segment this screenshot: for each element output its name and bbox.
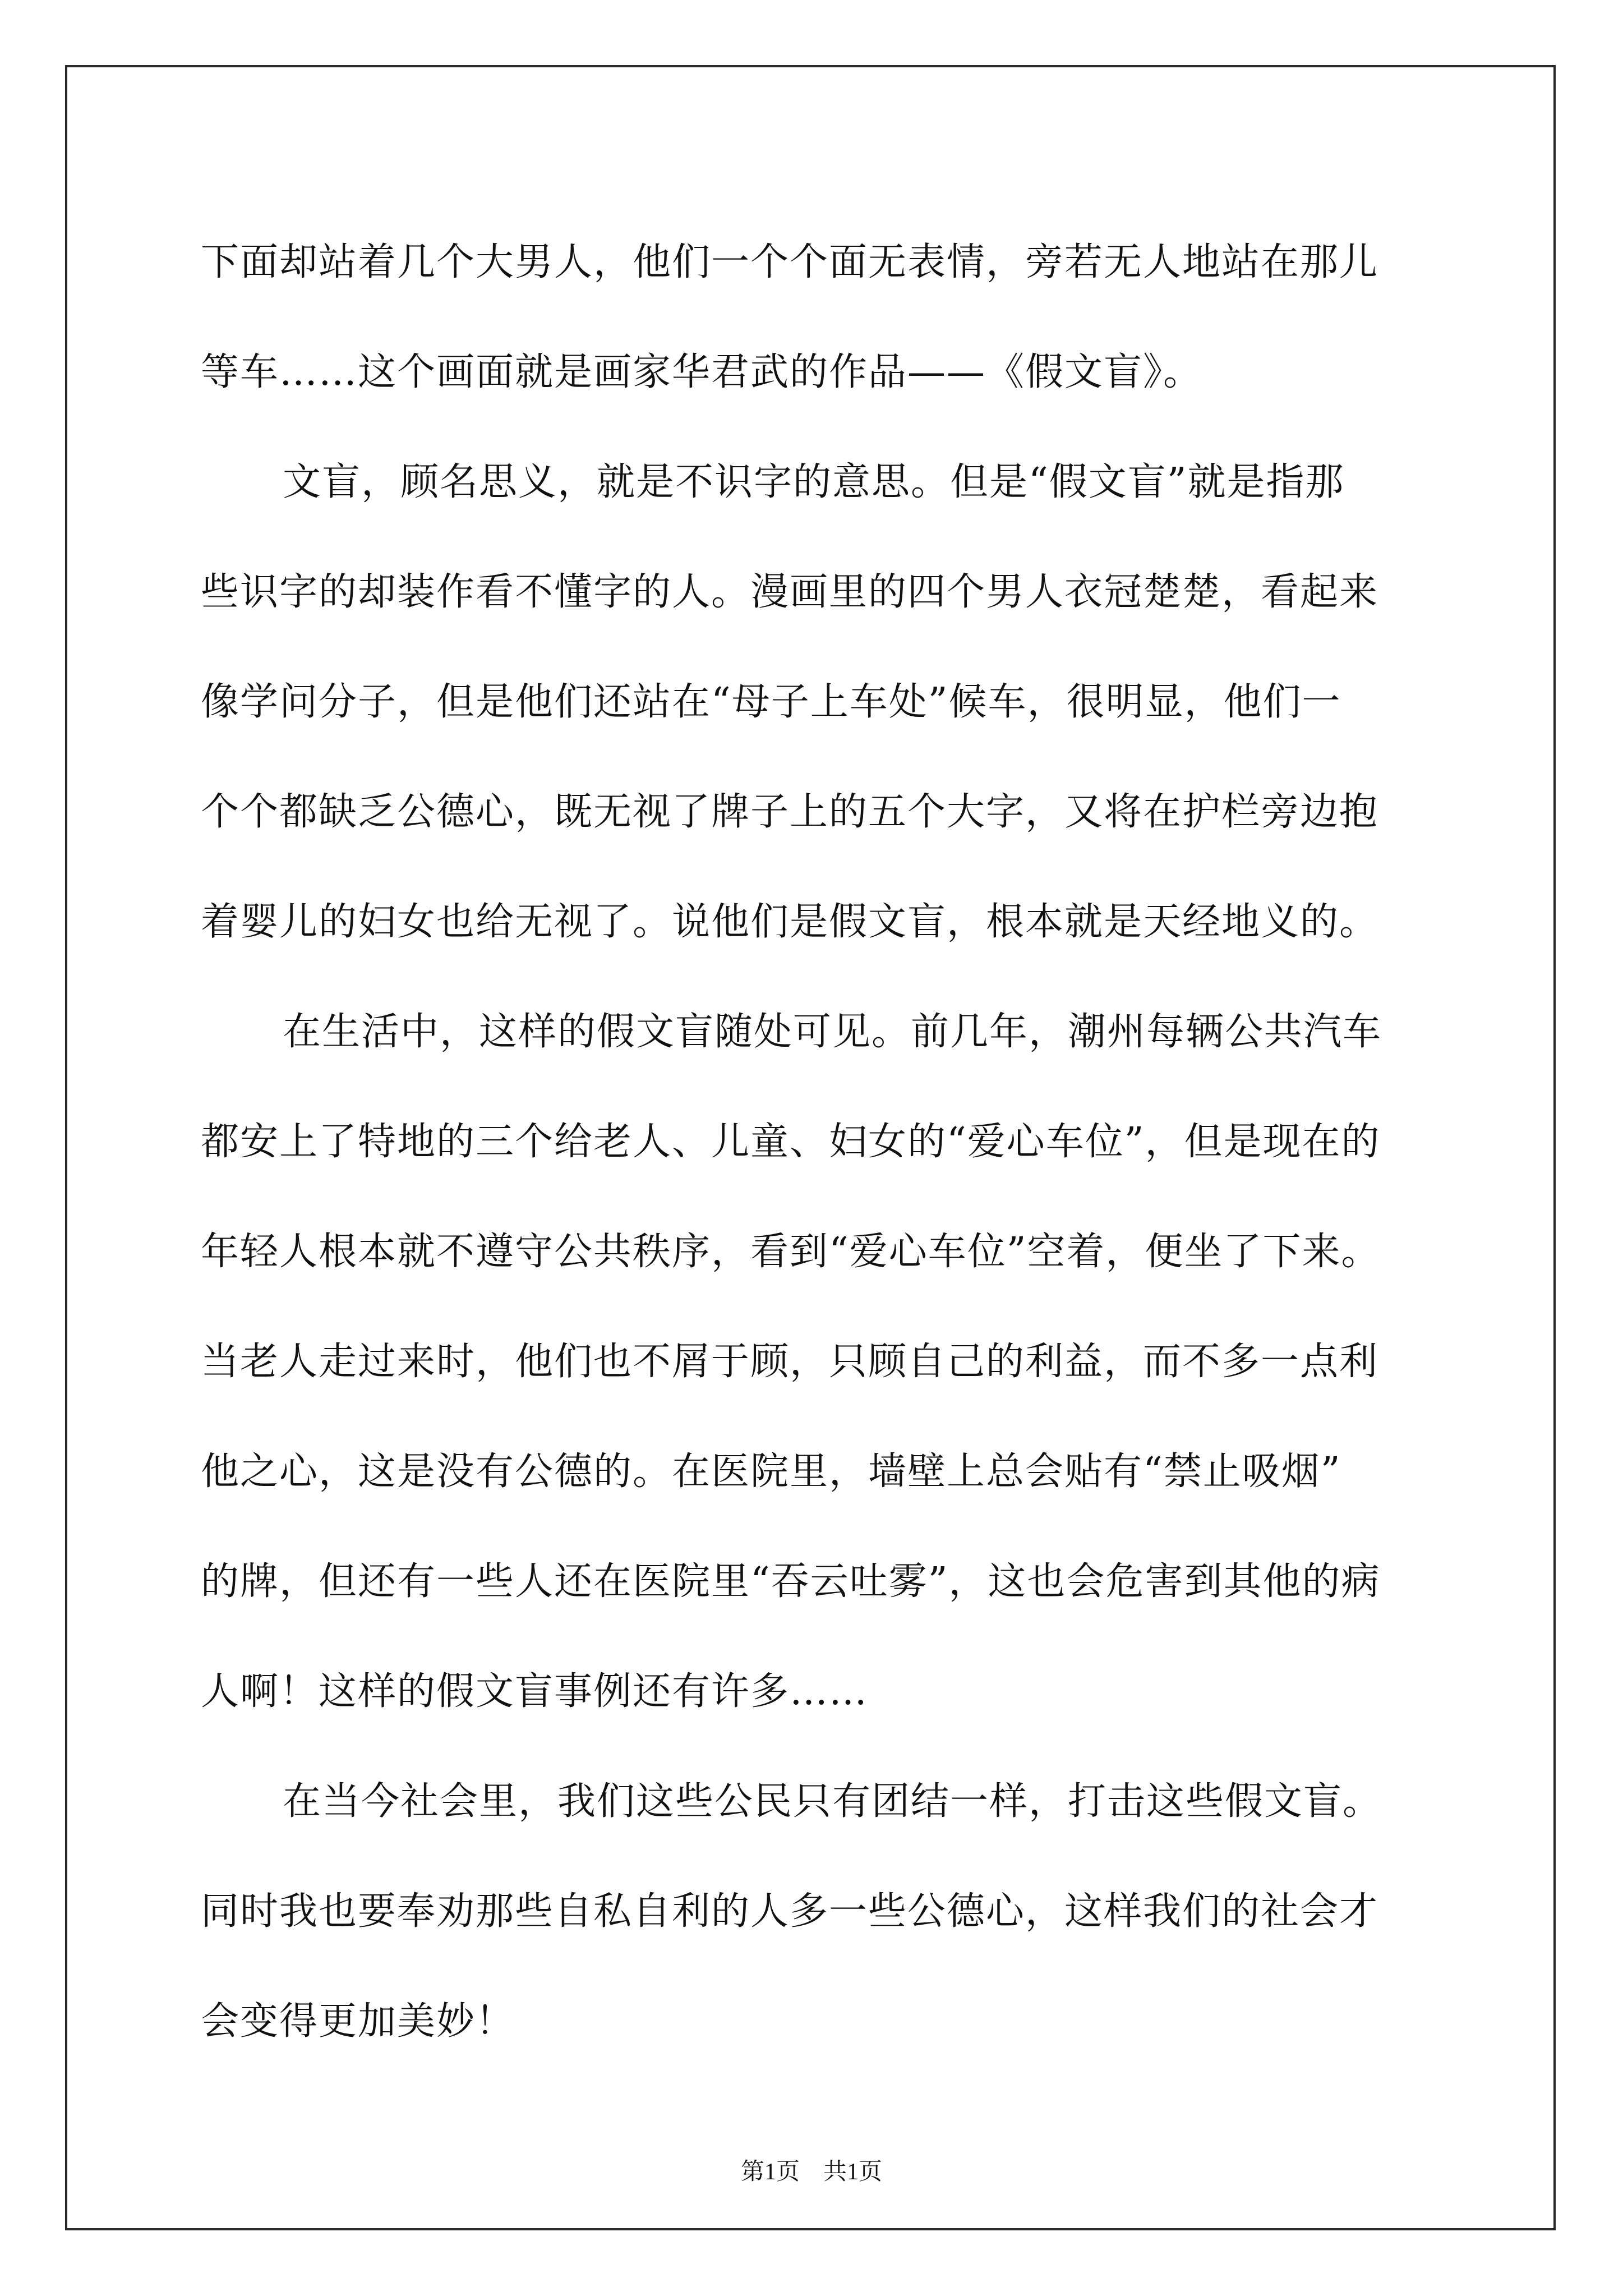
text-line: 当老人走过来时，他们也不屑于顾，只顾自己的利益，而不多一点利 [201,1340,1379,1384]
paragraph-first-line: 在生活中，这样的假文盲随处可见。前几年，潮州每辆公共汽车 [283,1010,1382,1054]
page-number: 第1页 共1页 [740,2159,882,2185]
text-line: 年轻人根本就不遵守公共秩序，看到“爱心车位”空着，便坐了下来。 [201,1230,1381,1274]
document-body [201,208,1457,2077]
text-line: 等车……这个画面就是画家华君武的作品——《假文盲》。 [201,350,1203,394]
text-line: 个个都缺乏公德心，既无视了牌子上的五个大字，又将在护栏旁边抱 [201,790,1379,834]
text-line: 些识字的却装作看不懂字的人。漫画里的四个男人衣冠楚楚，看起来 [201,570,1379,614]
paragraph-first-line: 在当今社会里，我们这些公民只有团结一样，打击这些假文盲。 [283,1779,1382,1824]
paragraph-first-line: 文盲，顾名思义，就是不识字的意思。但是“假文盲”就是指那 [283,460,1345,504]
text-line: 像学问分子，但是他们还站在“母子上车处”候车，很明显，他们一 [201,680,1341,724]
text-line: 会变得更加美妙！ [201,1999,515,2044]
text-line: 同时我也要奉劝那些自私自利的人多一些公德心，这样我们的社会才 [201,1889,1379,1934]
text-line: 的牌，但还有一些人还在医院里“吞云吐雾”，这也会危害到其他的病 [201,1559,1381,1604]
text-line: 下面却站着几个大男人，他们一个个面无表情，旁若无人地站在那儿 [201,240,1379,284]
text-line: 他之心，这是没有公德的。在医院里，墙壁上总会贴有“禁止吸烟” [201,1450,1341,1494]
text-line: 都安上了特地的三个给老人、儿童、妇女的“爱心车位”，但是现在的 [201,1120,1381,1164]
text-line: 着婴儿的妇女也给无视了。说他们是假文盲，根本就是天经地义的。 [201,900,1379,944]
text-line: 人啊！这样的假文盲事例还有许多…… [201,1669,869,1714]
